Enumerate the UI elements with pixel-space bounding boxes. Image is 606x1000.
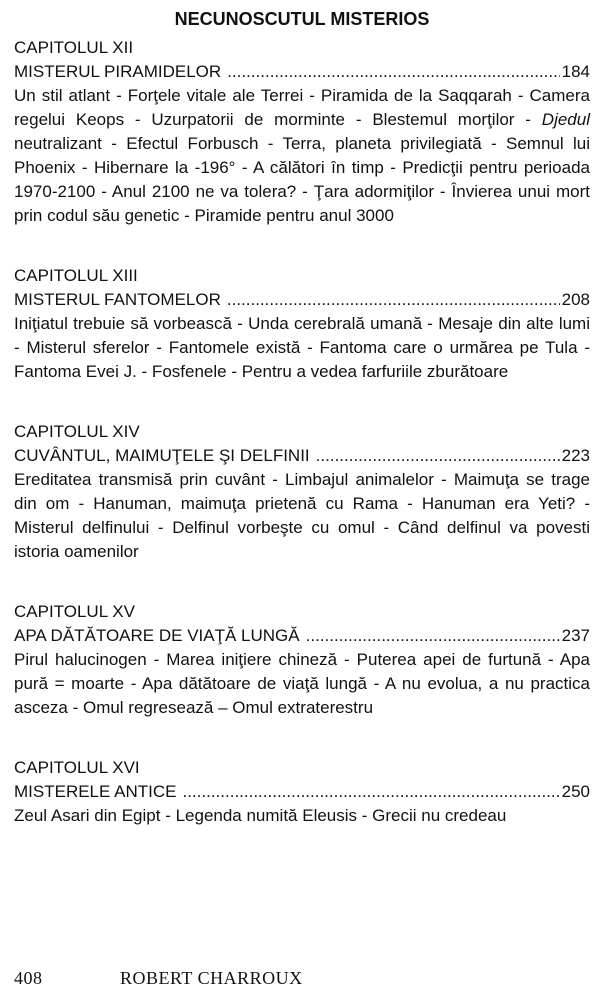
chapter-title-row xyxy=(14,780,590,804)
chapter-title: MISTERUL PIRAMIDELOR xyxy=(14,62,222,81)
toc-page xyxy=(14,8,590,864)
chapter-summary xyxy=(14,84,590,228)
footer-author: ROBERT CHARROUX xyxy=(120,968,303,988)
chapter-summary: Zeul Asari din Egipt - Legenda numită Eleusis - Grecii nu credeau xyxy=(14,806,507,825)
chapter-label: CAPITOLUL XII xyxy=(14,38,134,57)
chapter-label: CAPITOLUL XV xyxy=(14,602,135,621)
chapter-15 xyxy=(14,600,590,720)
dot-leader xyxy=(227,288,560,312)
dot-leader xyxy=(182,780,559,804)
chapter-14 xyxy=(14,420,590,564)
summary-text: neutralizant - Efectul Forbusch - Terra, planeta privilegiată - Semnul lui Phoenix - Hibernare la -196° - A călători în timp - Predicţii pentru perioada 1970-2100 - Anul 2100 ne va tolera? - Ţara adormiţilor - Învierea unui mort prin codul său genetic - Piramide pentru anul 3000 xyxy=(14,134,590,225)
footer-page-number: 408 xyxy=(14,968,43,988)
chapter-summary: Pirul halucinogen - Marea iniţiere chineză - Puterea apei de furtună - Apa pură = moarte - Apa dătătoare de viaţă lungă - A nu evolua, a nu practica asceza - Omul regresează – Omul extraterestru xyxy=(14,650,590,717)
chapter-title: MISTERUL FANTOMELOR xyxy=(14,290,221,309)
chapter-16 xyxy=(14,756,590,828)
chapter-page-number: 250 xyxy=(561,782,590,801)
dot-leader xyxy=(316,444,560,468)
chapter-title: APA DĂTĂTOARE DE VIAŢĂ LUNGĂ xyxy=(14,626,300,645)
chapter-title-row xyxy=(14,444,590,468)
dot-leader xyxy=(227,60,559,84)
chapter-12 xyxy=(14,36,590,228)
chapter-page-number: 237 xyxy=(561,626,590,645)
chapter-title-row xyxy=(14,60,590,84)
chapter-summary: Iniţiatul trebuie să vorbească - Unda cerebrală umană - Mesaje din alte lumi - Misterul sferelor - Fantomele există - Fantoma care o urmărea pe Tula - Fantoma Evei J. - Fosfenele - Pentru a vedea farfuriile zburătoare xyxy=(14,314,590,381)
chapter-page-number: 208 xyxy=(561,290,590,309)
chapter-title-row xyxy=(14,288,590,312)
chapter-label: CAPITOLUL XIII xyxy=(14,266,138,285)
chapter-title: MISTERELE ANTICE xyxy=(14,782,177,801)
page-footer xyxy=(14,967,303,989)
page-header-title: NECUNOSCUTUL MISTERIOS xyxy=(174,9,430,29)
chapter-page-number: 184 xyxy=(561,62,590,81)
summary-text: Un stil atlant - Forţele vitale ale Terrei - Piramida de la Saqqarah - Camera regelui Keops - Uzurpatorii de morminte - Blestemul morţilor - xyxy=(14,86,590,129)
summary-italic-term: Djedul xyxy=(541,110,590,129)
chapter-title-row xyxy=(14,624,590,648)
dot-leader xyxy=(306,624,560,648)
chapter-summary: Ereditatea transmisă prin cuvânt - Limbajul animalelor - Maimuţa se trage din om - Hanuman, maimuţa prietenă cu Rama - Hanuman era Yeti? - Misterul delfinului - Delfinul vorbeşte cu omul - Când delfinul va povesti istoria oamenilor xyxy=(14,470,590,561)
chapter-label: CAPITOLUL XVI xyxy=(14,758,140,777)
chapter-label: CAPITOLUL XIV xyxy=(14,422,140,441)
chapter-page-number: 223 xyxy=(561,446,590,465)
chapter-13 xyxy=(14,264,590,384)
chapter-title: CUVÂNTUL, MAIMUŢELE ŞI DELFINII xyxy=(14,446,310,465)
